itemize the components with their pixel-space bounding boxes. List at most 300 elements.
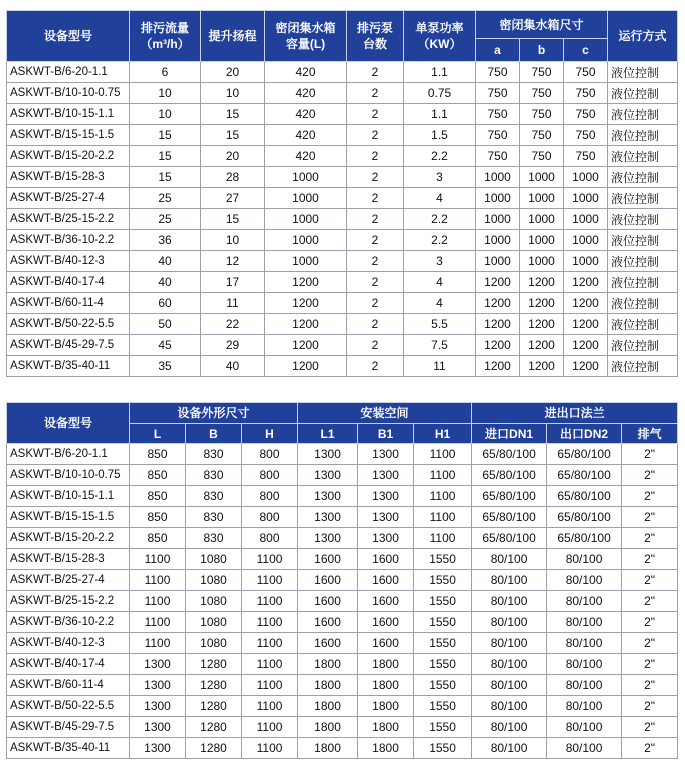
table-cell: 1000 bbox=[265, 251, 347, 272]
table-cell: 1300 bbox=[130, 675, 186, 696]
table-cell: 1300 bbox=[358, 486, 414, 507]
table-cell: 2 bbox=[347, 188, 404, 209]
table-cell: 1100 bbox=[242, 675, 298, 696]
table-cell: 2 bbox=[347, 293, 404, 314]
header-outline-dimensions: 设备外形尺寸 bbox=[130, 403, 298, 424]
table-cell: 80/100 bbox=[472, 696, 547, 717]
table-cell: 65/80/100 bbox=[472, 486, 547, 507]
table-cell: 80/100 bbox=[472, 675, 547, 696]
table-cell: 液位控制 bbox=[608, 62, 678, 83]
table-cell: 850 bbox=[130, 465, 186, 486]
table-row bbox=[7, 528, 678, 549]
table-cell: 1200 bbox=[564, 293, 608, 314]
header-vent: 排气 bbox=[622, 424, 678, 444]
model-cell: ASKWT-B/25-15-2.2 bbox=[7, 209, 130, 230]
table-cell: 1100 bbox=[414, 528, 472, 549]
table-cell: 1600 bbox=[358, 570, 414, 591]
spec-table-performance-body bbox=[7, 62, 678, 377]
table-cell: 1300 bbox=[358, 528, 414, 549]
table-cell: 1600 bbox=[298, 612, 358, 633]
table-cell: 1100 bbox=[242, 717, 298, 738]
table-cell: 2" bbox=[622, 654, 678, 675]
table-cell: 1800 bbox=[358, 738, 414, 759]
header-power-label: 单泵功率 bbox=[415, 21, 464, 35]
model-cell: ASKWT-B/25-15-2.2 bbox=[7, 591, 130, 612]
table-cell: 4 bbox=[404, 272, 476, 293]
table-cell: 36 bbox=[130, 230, 201, 251]
table-cell: 15 bbox=[130, 167, 201, 188]
table-cell: 15 bbox=[201, 104, 265, 125]
table-cell: 1100 bbox=[414, 507, 472, 528]
model-cell: ASKWT-B/40-17-4 bbox=[7, 272, 130, 293]
table-cell: 750 bbox=[564, 146, 608, 167]
table-cell: 2.2 bbox=[404, 209, 476, 230]
table-row bbox=[7, 293, 678, 314]
table-cell: 1280 bbox=[186, 738, 242, 759]
table-cell: 1200 bbox=[520, 293, 564, 314]
table-cell: 45 bbox=[130, 335, 201, 356]
table-row bbox=[7, 486, 678, 507]
table-cell: 1550 bbox=[414, 696, 472, 717]
table-cell: 1000 bbox=[476, 167, 520, 188]
table-cell: 80/100 bbox=[472, 549, 547, 570]
table-cell: 1300 bbox=[358, 507, 414, 528]
model-cell: ASKWT-B/6-20-1.1 bbox=[7, 444, 130, 465]
table-cell: 27 bbox=[201, 188, 265, 209]
model-cell: ASKWT-B/15-28-3 bbox=[7, 549, 130, 570]
table-cell: 1300 bbox=[358, 444, 414, 465]
table-cell: 2" bbox=[622, 675, 678, 696]
table-cell: 1300 bbox=[298, 507, 358, 528]
table-row bbox=[7, 612, 678, 633]
table-cell: 1100 bbox=[130, 570, 186, 591]
table-cell: 1080 bbox=[186, 549, 242, 570]
table-cell: 750 bbox=[520, 125, 564, 146]
table-cell: 1200 bbox=[265, 293, 347, 314]
table-cell: 1100 bbox=[414, 486, 472, 507]
table-cell: 液位控制 bbox=[608, 230, 678, 251]
table-cell: 80/100 bbox=[472, 633, 547, 654]
table-cell: 1550 bbox=[414, 675, 472, 696]
table-cell: 80/100 bbox=[547, 717, 622, 738]
table-cell: 1080 bbox=[186, 612, 242, 633]
table-cell: 0.75 bbox=[404, 83, 476, 104]
table-cell: 2 bbox=[347, 209, 404, 230]
table-cell: 2" bbox=[622, 444, 678, 465]
table-cell: 80/100 bbox=[472, 570, 547, 591]
header-tank-capacity-line2: 容量(L) bbox=[285, 37, 326, 51]
table-cell: 1300 bbox=[130, 654, 186, 675]
table-cell: 60 bbox=[130, 293, 201, 314]
table-cell: 1600 bbox=[298, 549, 358, 570]
table-row bbox=[7, 717, 678, 738]
table-cell: 750 bbox=[476, 62, 520, 83]
model-cell: ASKWT-B/50-22-5.5 bbox=[7, 696, 130, 717]
header-pump-count-line1: 排污泵 bbox=[356, 21, 393, 35]
header-head: 提升扬程 bbox=[201, 11, 265, 62]
table-cell: 420 bbox=[265, 125, 347, 146]
header-power-unit: （KW） bbox=[417, 37, 462, 51]
table-cell: 1280 bbox=[186, 696, 242, 717]
table-cell: 2 bbox=[347, 104, 404, 125]
model-cell: ASKWT-B/40-17-4 bbox=[7, 654, 130, 675]
table-cell: 80/100 bbox=[547, 696, 622, 717]
header-tank-capacity bbox=[265, 11, 347, 62]
table-row bbox=[7, 738, 678, 759]
table-cell: 1800 bbox=[358, 696, 414, 717]
table-row bbox=[7, 675, 678, 696]
table-cell: 2" bbox=[622, 738, 678, 759]
table-cell: 10 bbox=[130, 104, 201, 125]
table-cell: 1200 bbox=[564, 272, 608, 293]
table-cell: 750 bbox=[564, 83, 608, 104]
table-cell: 1600 bbox=[358, 633, 414, 654]
table-cell: 1550 bbox=[414, 591, 472, 612]
table-cell: 液位控制 bbox=[608, 293, 678, 314]
table-cell: 1080 bbox=[186, 591, 242, 612]
table-cell: 17 bbox=[201, 272, 265, 293]
table-cell: 液位控制 bbox=[608, 188, 678, 209]
table-cell: 750 bbox=[476, 83, 520, 104]
table-cell: 65/80/100 bbox=[547, 528, 622, 549]
table-cell: 15 bbox=[130, 146, 201, 167]
table-cell: 11 bbox=[201, 293, 265, 314]
table-cell: 800 bbox=[242, 507, 298, 528]
table-cell: 1200 bbox=[520, 272, 564, 293]
table-cell: 65/80/100 bbox=[472, 444, 547, 465]
table-cell: 1280 bbox=[186, 717, 242, 738]
table-cell: 1000 bbox=[564, 167, 608, 188]
table-cell: 1000 bbox=[476, 251, 520, 272]
table-cell: 液位控制 bbox=[608, 146, 678, 167]
table-cell: 1000 bbox=[520, 188, 564, 209]
table-cell: 2 bbox=[347, 251, 404, 272]
table-cell: 40 bbox=[130, 272, 201, 293]
header-L: L bbox=[130, 424, 186, 444]
table-cell: 750 bbox=[476, 104, 520, 125]
table-cell: 2" bbox=[622, 717, 678, 738]
table-cell: 750 bbox=[520, 62, 564, 83]
table-cell: 420 bbox=[265, 146, 347, 167]
table-cell: 1300 bbox=[298, 528, 358, 549]
table-cell: 1100 bbox=[414, 465, 472, 486]
table-cell: 10 bbox=[201, 83, 265, 104]
table-cell: 1000 bbox=[476, 209, 520, 230]
table-cell: 2 bbox=[347, 335, 404, 356]
header-install-space: 安装空间 bbox=[298, 403, 472, 424]
model-cell: ASKWT-B/45-29-7.5 bbox=[7, 335, 130, 356]
model-cell: ASKWT-B/60-11-4 bbox=[7, 293, 130, 314]
model-cell: ASKWT-B/10-10-0.75 bbox=[7, 83, 130, 104]
model-cell: ASKWT-B/45-29-7.5 bbox=[7, 717, 130, 738]
table-cell: 1280 bbox=[186, 675, 242, 696]
table-cell: 1000 bbox=[476, 230, 520, 251]
table-cell: 80/100 bbox=[472, 654, 547, 675]
table-cell: 1200 bbox=[476, 293, 520, 314]
table-cell: 1100 bbox=[130, 633, 186, 654]
table-cell: 1300 bbox=[358, 465, 414, 486]
table-cell: 65/80/100 bbox=[472, 528, 547, 549]
table-cell: 1280 bbox=[186, 654, 242, 675]
table-cell: 1200 bbox=[265, 272, 347, 293]
header-flow-label: 排污流量 bbox=[140, 21, 189, 35]
table-cell: 1600 bbox=[298, 570, 358, 591]
table-cell: 80/100 bbox=[547, 654, 622, 675]
table-cell: 液位控制 bbox=[608, 104, 678, 125]
table-cell: 液位控制 bbox=[608, 314, 678, 335]
table-cell: 11 bbox=[404, 356, 476, 377]
table-row bbox=[7, 272, 678, 293]
table-row bbox=[7, 62, 678, 83]
table-cell: 15 bbox=[130, 125, 201, 146]
table-cell: 1800 bbox=[298, 675, 358, 696]
table-row bbox=[7, 251, 678, 272]
table-cell: 液位控制 bbox=[608, 167, 678, 188]
table-cell: 1100 bbox=[242, 654, 298, 675]
table-cell: 1200 bbox=[265, 356, 347, 377]
table-cell: 2 bbox=[347, 125, 404, 146]
table-cell: 1200 bbox=[476, 335, 520, 356]
table-cell: 2.2 bbox=[404, 230, 476, 251]
model-cell: ASKWT-B/15-20-2.2 bbox=[7, 528, 130, 549]
table-cell: 1200 bbox=[564, 356, 608, 377]
table-row bbox=[7, 549, 678, 570]
table-cell: 1000 bbox=[520, 230, 564, 251]
table-cell: 2" bbox=[622, 633, 678, 654]
table-cell: 1300 bbox=[298, 465, 358, 486]
table-cell: 1000 bbox=[564, 188, 608, 209]
table-cell: 1000 bbox=[564, 209, 608, 230]
table-cell: 1200 bbox=[520, 335, 564, 356]
table-cell: 1100 bbox=[242, 738, 298, 759]
table-cell: 25 bbox=[130, 188, 201, 209]
table-cell: 420 bbox=[265, 83, 347, 104]
table-cell: 1200 bbox=[476, 272, 520, 293]
table-cell: 2" bbox=[622, 528, 678, 549]
model-cell: ASKWT-B/10-15-1.1 bbox=[7, 486, 130, 507]
table-cell: 1800 bbox=[358, 717, 414, 738]
table-cell: 830 bbox=[186, 486, 242, 507]
table-cell: 15 bbox=[201, 125, 265, 146]
table-cell: 1550 bbox=[414, 717, 472, 738]
table-row bbox=[7, 188, 678, 209]
model-cell: ASKWT-B/15-28-3 bbox=[7, 167, 130, 188]
model-cell: ASKWT-B/35-40-11 bbox=[7, 356, 130, 377]
table-cell: 液位控制 bbox=[608, 125, 678, 146]
table-cell: 1200 bbox=[520, 356, 564, 377]
table-cell: 20 bbox=[201, 62, 265, 83]
table-cell: 80/100 bbox=[547, 633, 622, 654]
table-cell: 40 bbox=[201, 356, 265, 377]
table-cell: 750 bbox=[476, 125, 520, 146]
table-cell: 3 bbox=[404, 251, 476, 272]
table-cell: 750 bbox=[520, 104, 564, 125]
table-cell: 1000 bbox=[265, 188, 347, 209]
table-cell: 2" bbox=[622, 696, 678, 717]
table-cell: 液位控制 bbox=[608, 83, 678, 104]
header-flow-unit: （m³/h） bbox=[140, 37, 190, 51]
table-cell: 1300 bbox=[298, 486, 358, 507]
table-row bbox=[7, 125, 678, 146]
table-cell: 5.5 bbox=[404, 314, 476, 335]
header-b: b bbox=[520, 39, 564, 62]
table-cell: 1000 bbox=[265, 167, 347, 188]
table-cell: 1080 bbox=[186, 633, 242, 654]
model-cell: ASKWT-B/15-15-1.5 bbox=[7, 507, 130, 528]
table-cell: 750 bbox=[564, 104, 608, 125]
table-cell: 1550 bbox=[414, 612, 472, 633]
table-cell: 7.5 bbox=[404, 335, 476, 356]
header-flow bbox=[130, 11, 201, 62]
header-H: H bbox=[242, 424, 298, 444]
model-cell: ASKWT-B/10-10-0.75 bbox=[7, 465, 130, 486]
table-row bbox=[7, 167, 678, 188]
table-cell: 1100 bbox=[130, 591, 186, 612]
table-cell: 800 bbox=[242, 486, 298, 507]
table-cell: 1100 bbox=[414, 444, 472, 465]
table-cell: 1300 bbox=[130, 717, 186, 738]
table-cell: 1200 bbox=[520, 314, 564, 335]
table-cell: 1800 bbox=[298, 717, 358, 738]
table-row bbox=[7, 444, 678, 465]
table-cell: 29 bbox=[201, 335, 265, 356]
header-pump-count-line2: 台数 bbox=[362, 37, 387, 51]
table-cell: 80/100 bbox=[547, 738, 622, 759]
table-cell: 65/80/100 bbox=[472, 465, 547, 486]
model-cell: ASKWT-B/10-15-1.1 bbox=[7, 104, 130, 125]
table-cell: 80/100 bbox=[547, 612, 622, 633]
table-cell: 1550 bbox=[414, 633, 472, 654]
table-cell: 液位控制 bbox=[608, 272, 678, 293]
table-cell: 10 bbox=[130, 83, 201, 104]
table-cell: 1.1 bbox=[404, 104, 476, 125]
table-cell: 1000 bbox=[265, 230, 347, 251]
table-cell: 50 bbox=[130, 314, 201, 335]
header-model: 设备型号 bbox=[7, 403, 130, 444]
table-cell: 750 bbox=[520, 146, 564, 167]
table-cell: 850 bbox=[130, 528, 186, 549]
model-cell: ASKWT-B/15-20-2.2 bbox=[7, 146, 130, 167]
table-cell: 1800 bbox=[358, 654, 414, 675]
table-cell: 65/80/100 bbox=[547, 486, 622, 507]
table-cell: 6 bbox=[130, 62, 201, 83]
table-cell: 2" bbox=[622, 570, 678, 591]
table-cell: 830 bbox=[186, 507, 242, 528]
table-cell: 850 bbox=[130, 507, 186, 528]
model-cell: ASKWT-B/36-10-2.2 bbox=[7, 612, 130, 633]
table-cell: 750 bbox=[564, 62, 608, 83]
header-outlet-dn2: 出口DN2 bbox=[547, 424, 622, 444]
header-tank-size: 密闭集水箱尺寸 bbox=[476, 11, 608, 39]
table-cell: 液位控制 bbox=[608, 251, 678, 272]
table-cell: 65/80/100 bbox=[547, 465, 622, 486]
table-cell: 1300 bbox=[130, 738, 186, 759]
table-cell: 80/100 bbox=[547, 675, 622, 696]
table-cell: 1080 bbox=[186, 570, 242, 591]
table-cell: 1600 bbox=[358, 612, 414, 633]
header-B1: B1 bbox=[358, 424, 414, 444]
table-cell: 1200 bbox=[564, 314, 608, 335]
table-cell: 80/100 bbox=[547, 570, 622, 591]
table-cell: 65/80/100 bbox=[472, 507, 547, 528]
table-cell: 850 bbox=[130, 444, 186, 465]
table-cell: 1200 bbox=[564, 335, 608, 356]
table-cell: 2 bbox=[347, 62, 404, 83]
header-power bbox=[404, 11, 476, 62]
table-cell: 800 bbox=[242, 528, 298, 549]
header-H1: H1 bbox=[414, 424, 472, 444]
header-pump-count bbox=[347, 11, 404, 62]
table-cell: 1000 bbox=[520, 167, 564, 188]
table-cell: 28 bbox=[201, 167, 265, 188]
table-row bbox=[7, 465, 678, 486]
table-cell: 80/100 bbox=[472, 738, 547, 759]
table-cell: 1600 bbox=[298, 633, 358, 654]
table-cell: 1000 bbox=[476, 188, 520, 209]
table-cell: 3 bbox=[404, 167, 476, 188]
table-cell: 65/80/100 bbox=[547, 444, 622, 465]
table-cell: 2" bbox=[622, 591, 678, 612]
table-cell: 1200 bbox=[476, 314, 520, 335]
table-cell: 850 bbox=[130, 486, 186, 507]
table-cell: 1100 bbox=[130, 549, 186, 570]
table-cell: 1600 bbox=[358, 549, 414, 570]
table-cell: 15 bbox=[201, 209, 265, 230]
table-cell: 22 bbox=[201, 314, 265, 335]
table-row bbox=[7, 570, 678, 591]
table-cell: 1800 bbox=[298, 738, 358, 759]
header-tank-capacity-line1: 密闭集水箱 bbox=[275, 21, 336, 35]
model-cell: ASKWT-B/40-12-3 bbox=[7, 251, 130, 272]
table-cell: 1000 bbox=[564, 251, 608, 272]
table-cell: 2" bbox=[622, 612, 678, 633]
table-cell: 液位控制 bbox=[608, 209, 678, 230]
table-cell: 830 bbox=[186, 465, 242, 486]
table-cell: 1.5 bbox=[404, 125, 476, 146]
table-cell: 1200 bbox=[265, 335, 347, 356]
table-cell: 80/100 bbox=[472, 591, 547, 612]
table-cell: 1000 bbox=[520, 209, 564, 230]
table-cell: 65/80/100 bbox=[547, 507, 622, 528]
model-cell: ASKWT-B/6-20-1.1 bbox=[7, 62, 130, 83]
model-cell: ASKWT-B/35-40-11 bbox=[7, 738, 130, 759]
table-cell: 1000 bbox=[564, 230, 608, 251]
table-cell: 1300 bbox=[130, 696, 186, 717]
table-cell: 1100 bbox=[242, 570, 298, 591]
table-cell: 1800 bbox=[358, 675, 414, 696]
model-cell: ASKWT-B/40-12-3 bbox=[7, 633, 130, 654]
table-cell: 1200 bbox=[476, 356, 520, 377]
table-row bbox=[7, 104, 678, 125]
table-row bbox=[7, 335, 678, 356]
model-cell: ASKWT-B/50-22-5.5 bbox=[7, 314, 130, 335]
header-L1: L1 bbox=[298, 424, 358, 444]
model-cell: ASKWT-B/60-11-4 bbox=[7, 675, 130, 696]
table-cell: 2 bbox=[347, 356, 404, 377]
table-row bbox=[7, 209, 678, 230]
table-cell: 1.1 bbox=[404, 62, 476, 83]
table-cell: 80/100 bbox=[547, 591, 622, 612]
model-cell: ASKWT-B/15-15-1.5 bbox=[7, 125, 130, 146]
table-cell: 1000 bbox=[520, 251, 564, 272]
table-cell: 2 bbox=[347, 314, 404, 335]
table-cell: 12 bbox=[201, 251, 265, 272]
table-cell: 40 bbox=[130, 251, 201, 272]
header-flanges: 进出口法兰 bbox=[472, 403, 678, 424]
table-cell: 830 bbox=[186, 528, 242, 549]
table-cell: 1100 bbox=[242, 591, 298, 612]
header-c: c bbox=[564, 39, 608, 62]
